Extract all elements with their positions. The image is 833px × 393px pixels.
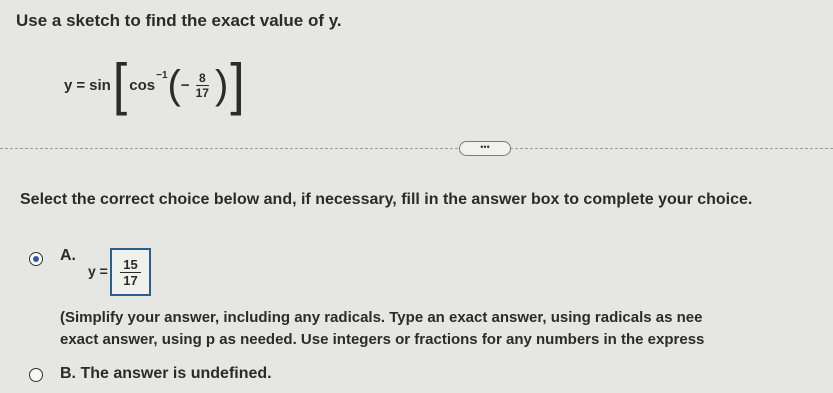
answer-fraction [120,257,140,288]
choice-b-text: The answer is undefined. [80,365,272,382]
hint-text-line1: (Simplify your answer, including any radicals. Type an exact answer, using radicals as nee [60,309,703,326]
question-text: Use a sketch to find the exact value of y. [16,11,342,30]
hint-text-line2: exact answer, using p as needed. Use integers or fractions for any numbers in the express [60,331,705,348]
choice-a-label: A. [60,247,76,264]
choice-b-letter: B. [60,365,76,382]
expr-numerator: 8 [196,71,209,86]
answer-numerator: 15 [120,257,140,273]
right-bracket: ] [230,53,245,117]
left-paren: ( [167,63,181,107]
section-divider [0,148,833,149]
right-paren: ) [214,63,229,107]
answer-input-box[interactable] [110,248,151,296]
expr-inner-function: cos [129,76,156,94]
expr-equals: = [76,76,86,94]
more-button[interactable]: ••• [459,141,511,156]
expr-outer-function: sin [89,76,111,94]
math-expression [64,50,247,120]
answer-denominator: 17 [123,272,138,288]
left-bracket: [ [112,53,128,117]
expr-superscript: −1 [156,69,168,81]
answer-prefix: y = [88,263,108,279]
expr-lhs: y [64,76,73,94]
expr-sign: − [180,76,190,94]
choice-b-label [60,365,272,383]
expr-fraction [193,71,212,100]
expr-denominator: 17 [195,85,209,100]
instruction-text: Select the correct choice below and, if necessary, fill in the answer box to complete your choice. [20,191,753,208]
choice-b-radio[interactable] [29,368,43,382]
choice-a-radio[interactable] [29,252,43,266]
